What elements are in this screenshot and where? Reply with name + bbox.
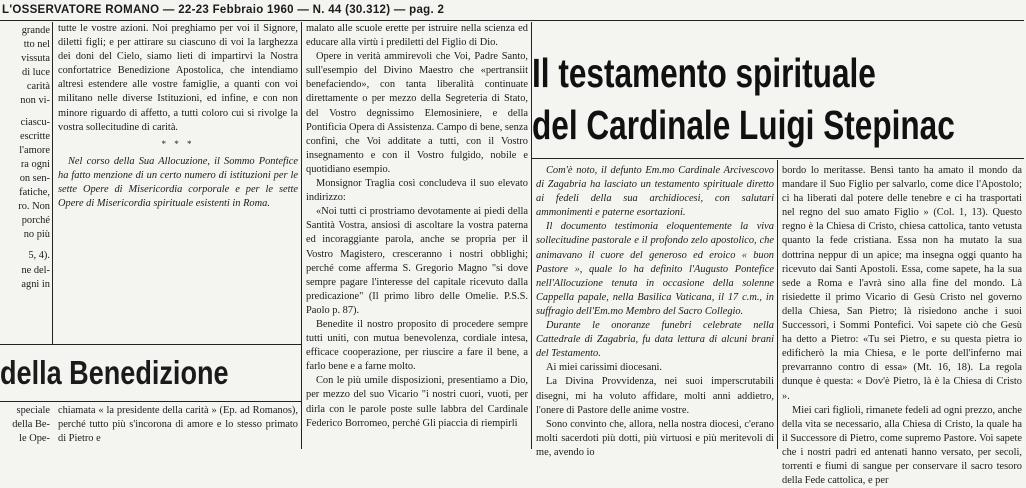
salutation: Ai miei carissimi diocesani. [546, 362, 663, 374]
body-paragraph: Benedite il nostro proposito di procedere sempre tutti uniti, con mutua benevolenza, cordiale intesa, efficace cooperazione, per riuscire a fare il bene, a farlo bene e a farne molto. [306, 318, 528, 373]
fragment-line: ra ogni [20, 158, 50, 170]
fragment-line: agni in [21, 278, 50, 290]
fragment-line: ro. Non [18, 201, 50, 213]
fragment-line: speciale [16, 405, 50, 416]
column-testament-intro [536, 164, 774, 458]
fragment-lines [0, 24, 50, 292]
masthead-rule [0, 20, 1024, 21]
headline-della-benedizione: della Benedizione [0, 354, 229, 391]
column-rule-1 [52, 22, 53, 344]
fragment-line: l'amore [19, 144, 50, 156]
fragment-line: tto nel [23, 39, 50, 51]
column-rule-4 [777, 160, 778, 449]
body-paragraph: bordo lo meritasse. Bensì tanto ha amato il mondo da mandare il Suo Figlio per salvarlo, come dice l'Apostolo; ci ha liberati dal potere delle tenebre e ci ha trasportati nel regno del suo amato Figlio » (Col. 1, 13). Questo regno è la Chiesa di Cristo, chiesa cattolica, tanto vetusta quanto la fede cristiana. Essa non ha mutato la sua dottrina neppur di un apice; ma insegna oggi quanto ha ricevuto dai Santi Apostoli. Essa, come sapete, ha la sua sede a Roma e l'avrà sino alla fine del mondo. Là risiedette il primo Vicario di Gesù Cristo nel governo della Chiesa, San Pietro; là risiedono anche i suoi Successori, i Sommi Pontefici. Voi sapete ciò che Gesù ha detto a Pietro: «Tu sei Pietro, e su questa pietra io edificherò la mia Chiesa, e le porte dell'inferno mai prevarranno contro di essa» (Mt. 16, 18). La regola dunque è questa: « Dov'è Pietro, là è la Chiesa di Cristo ». [782, 165, 1022, 402]
headline-rule-bottom [0, 401, 301, 402]
italic-note: Nel corso della Sua Allocuzione, il Sommo Pontefice ha fatto menzione di un certo numero di istituzioni per le sette Opere di Misericordia corporale e per le sette Opere di Misericordia spirituale esistenti in Roma. [58, 155, 298, 210]
masthead: L'OSSERVATORE ROMANO — 22-23 Febbraio 1960 — N. 44 (30.312) — pag. 2 [2, 4, 445, 16]
column-rule-2 [301, 22, 302, 449]
column-testament-body [782, 164, 1022, 487]
fragment-line: 5, 4). [28, 250, 50, 262]
title-line-1: Il testamento spirituale [532, 50, 876, 96]
body-paragraph: Opere in verità ammirevoli che Voi, Padre Santo, sull'esempio del Divino Maestro che «pertransiit benefaciendo», con tanta liberalità continuate direttamente o per mezzo della Segreteria di Stato, del Vostro degnissimo Elemosiniere, e della Pontificia Opera di Assistenza. Campo di bene, senza confini, che Voi additate a tutti, con il Vostro insegnamento e con il Vostro fulgido, nobile e quotidiano esempio. [306, 51, 528, 175]
section-separator: * * * [161, 138, 195, 149]
fragment-line: no più [23, 229, 50, 241]
body-paragraph: chiamata « la presidente della carità » (Ep. ad Romanos), perché tutto più s'incorona di amore e lo stesso primato di Pietro e [58, 405, 298, 445]
fragment-line: carità [26, 81, 50, 93]
body-paragraph: malato alle scuole erette per istruire nella scienza ed educare alla virtù i prediletti del Figlio di Dio. [306, 23, 528, 49]
body-paragraph: Miei cari figlioli, rimanete fedeli ad ogni prezzo, anche della vita se necessario, alla Chiesa di Cristo, la quale ha il Successore di Pietro, come supremo Pastore. Voi sapete che i nostri padri ed antenati hanno versato, per secoli, torrenti e fiumi di sangue per conservare il sacro tesoro della Fede cattolica, e per [782, 404, 1022, 487]
fragment-line: fatiche, [19, 187, 50, 199]
body-paragraph: Monsignor Traglia così concludeva il suo elevato indirizzo: [306, 178, 528, 204]
intro-italic-1: Com'è noto, il defunto Em.mo Cardinale Arcivescovo di Zagabria ha lasciato un testamento spirituale diretto ai fedeli della sua archidiocesi, con salutari ammonimenti e paterne esortazioni. [536, 165, 774, 219]
fragment-line: porché [21, 215, 50, 227]
title-rule [532, 158, 1024, 159]
fragment-line: le Ope- [19, 433, 50, 445]
bottom-middle-text [58, 404, 298, 449]
fragment-line: ciascu- [20, 116, 50, 128]
body-paragraph: Sono convinto che, allora, nella nostra diocesi, c'erano molti sacerdoti più dotti, più virtuosi e più meritevoli di me, avendo io [536, 418, 774, 458]
fragment-line: non vi- [20, 95, 50, 107]
fragment-line: on sen- [19, 172, 50, 184]
intro-italic-2: Il documento testimonia eloquentemente la viva sollecitudine pastorale e il profondo zelo apostolico, che animavano il cuore del generoso ed eroico « buon Pastore », quale lo ha definito l'Augusto Pontefice nell'Allocuzione tenuta in occasione della solenne Cappella papale, nella Basilica Vaticana, il 17 c.m., in suffragio dell'Em.mo Membro del Sacro Collegio. [536, 221, 774, 317]
article-title [532, 47, 1024, 151]
fragment-line: grande [21, 25, 50, 36]
fragment-line: di luce [22, 67, 50, 79]
title-line-2: del Cardinale Luigi Stepinac [532, 102, 955, 148]
fragment-line: della Be- [12, 419, 50, 431]
column-allocution-end [58, 22, 298, 344]
intro-italic-3: Durante le onoranze funebri celebrate nella Cattedrale di Zagabria, fu data lettura di alcuni brani del Testamento. [536, 320, 774, 360]
column-left-fragment [0, 24, 50, 344]
body-paragraph: «Noi tutti ci prostriamo devotamente ai piedi della Santità Vostra, ansiosi di ascoltare la vostra paterna ed incoraggiante parola, anche se propria per il Vostro Magistero, cresceranno i nostri obblighi; perché come afferma S. Gregorio Magno "si dove sempre pagare l'interesse del capitale ricevuto dalla predicazione" (Il primo libro delle Omelie. P.S.S. Paolo p. 87). [306, 206, 528, 316]
body-paragraph: Con le più umile disposizioni, presentiamo a Dio, per mezzo del suo Vicario "i nostri cuori, vuoti, per dirla con le parole poste sulle labbra del Cardinale Federico Borromeo, perché Gli piaccia di riempirli [306, 375, 528, 429]
bottom-left-fragment [0, 404, 50, 449]
headline-rule-top [0, 344, 301, 345]
column-traglia-address [306, 22, 528, 449]
fragment-line: vissuta [21, 53, 50, 65]
fragment-line: escritte [20, 130, 50, 142]
closing-paragraph: tutte le vostre azioni. Noi preghiamo per voi il Signore, diletti figli; e per attirare su ciascuno di voi la larghezza dei doni del Cielo, siamo lieti di impartirvi la Nostra confortatrice Benedizione Apostolica, che intendiamo altresì estendere alle vostre famiglie, a quanti con voi militano nelle diverse Istituzioni, ed infine, e con non minore riguardo di affetto, a tutti coloro cui si rivolge la vostra sollecitudine di carità. [58, 23, 298, 133]
fragment-line: ne del- [21, 264, 50, 276]
body-paragraph: La Divina Provvidenza, nei suoi imperscrutabili disegni, mi ha voluto affidare, molti anni addietro, l'onere di Pastore delle anime vostre. [536, 376, 774, 416]
